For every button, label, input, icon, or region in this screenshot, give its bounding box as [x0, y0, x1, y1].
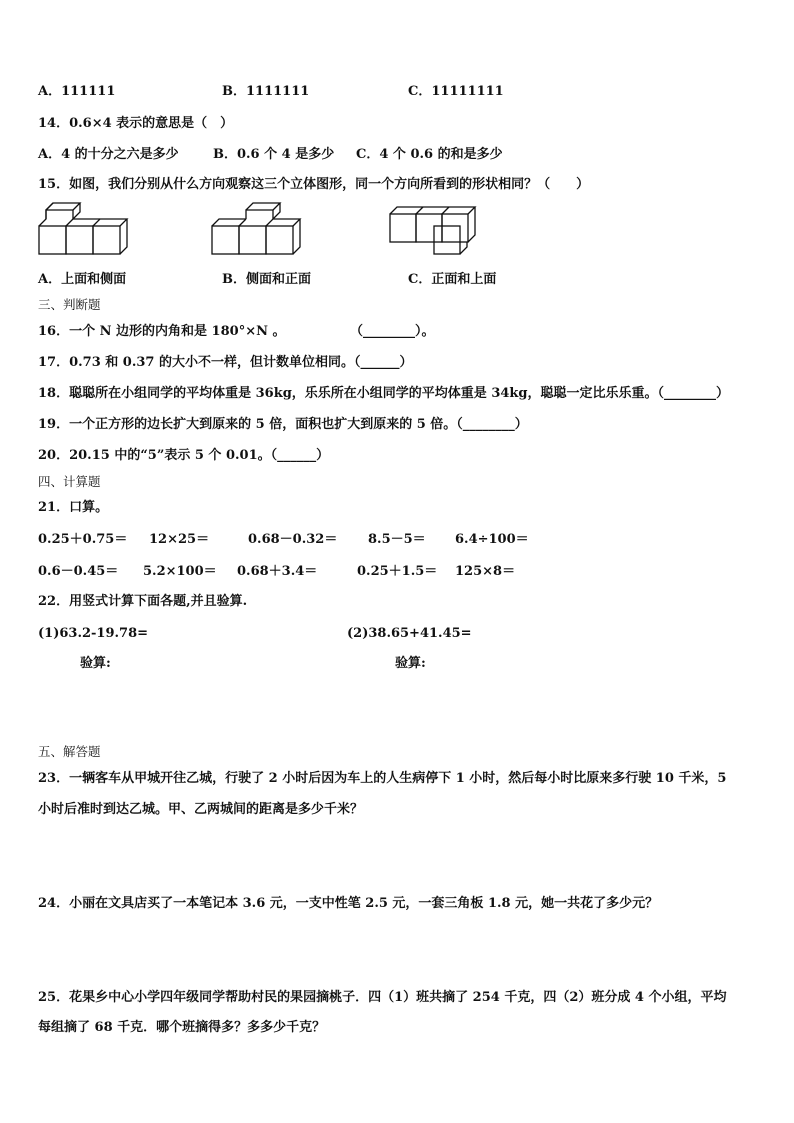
section-five-title: 五、解答题: [38, 744, 101, 759]
q14-option-b: B．0.6 个 4 是多少: [213, 147, 335, 162]
oral-calc-2: 12×25＝: [149, 532, 210, 547]
section-four-title: 四、计算题: [38, 474, 101, 489]
q22-problem-2: (2)38.65+41.45=: [347, 626, 472, 641]
cube-figure-c: [389, 206, 484, 256]
q22-check-label-2: 验算:: [395, 656, 426, 671]
q13-option-b: B．1111111: [222, 84, 310, 99]
section-three-title: 三、判断题: [38, 297, 101, 312]
oral-calc-3: 0.68－0.32＝: [248, 532, 338, 547]
q24-line-1: 24．小丽在文具店买了一本笔记本 3.6 元，一支中性笔 2.5 元，一套三角板 1.8 元，她一共花了多少元？: [38, 896, 659, 911]
q21-stem: 21．口算。: [38, 500, 109, 515]
oral-calc-9: 0.25＋1.5＝: [357, 564, 438, 579]
q25-line-2: 每组摘了 68 千克．哪个班摘得多？多多少千克？: [38, 1020, 326, 1035]
oral-calc-1: 0.25＋0.75＝: [38, 532, 128, 547]
oral-calc-10: 125×8＝: [455, 564, 516, 579]
q15-option-b: B．侧面和正面: [222, 272, 311, 287]
oral-calc-7: 5.2×100＝: [143, 564, 217, 579]
q15-stem: 15．如图，我们分别从什么方向观察这三个立体图形，同一个方向所看到的形状相同？（ ）: [38, 177, 590, 192]
cube-figure-a: [38, 208, 133, 258]
q14-option-a: A．4 的十分之六是多少: [38, 147, 179, 162]
q13-option-a: A．111111: [38, 84, 116, 99]
q22-check-label-1: 验算:: [80, 656, 111, 671]
q18-stem: 18．聪聪所在小组同学的平均体重是 36kg，乐乐所在小组同学的平均体重是 34kg，聪聪一定比乐乐重。（________）: [38, 386, 730, 401]
q13-option-c: C．11111111: [408, 84, 504, 99]
q16-stem: 16．一个 N 边形的内角和是 180°×N 。: [38, 324, 286, 339]
q23-line-1: 23．一辆客车从甲城开往乙城，行驶了 2 小时后因为车上的人生病停下 1 小时，然后每小时比原来多行驶 10 千米，5: [38, 771, 727, 786]
q15-option-a: A．上面和侧面: [38, 272, 127, 287]
q22-problem-1: (1)63.2-19.78=: [38, 626, 149, 641]
q14-stem: 14．0.6×4 表示的意思是（ ）: [38, 116, 234, 131]
oral-calc-6: 0.6－0.45＝: [38, 564, 119, 579]
q15-option-c: C．正面和上面: [408, 272, 497, 287]
q20-stem: 20．20.15 中的“5”表示 5 个 0.01。（______）: [38, 448, 330, 463]
q16-answer-blank: （________）。: [350, 324, 435, 339]
q17-stem: 17．0.73 和 0.37 的大小不一样，但计数单位相同。（______）: [38, 355, 413, 370]
q19-stem: 19．一个正方形的边长扩大到原来的 5 倍，面积也扩大到原来的 5 倍。（________）: [38, 417, 528, 432]
oral-calc-4: 8.5－5＝: [368, 532, 426, 547]
q14-option-c: C．4 个 0.6 的和是多少: [356, 147, 503, 162]
cube-figure-b: [211, 208, 306, 258]
q23-line-2: 小时后准时到达乙城。甲、乙两城间的距离是多少千米？: [38, 802, 364, 817]
q25-line-1: 25．花果乡中心小学四年级同学帮助村民的果园摘桃子．四（1）班共摘了 254 千克，四（2）班分成 4 个小组，平均: [38, 990, 727, 1005]
oral-calc-5: 6.4÷100＝: [455, 532, 529, 547]
q22-stem: 22．用竖式计算下面各题,并且验算.: [38, 594, 248, 609]
oral-calc-8: 0.68＋3.4＝: [237, 564, 318, 579]
